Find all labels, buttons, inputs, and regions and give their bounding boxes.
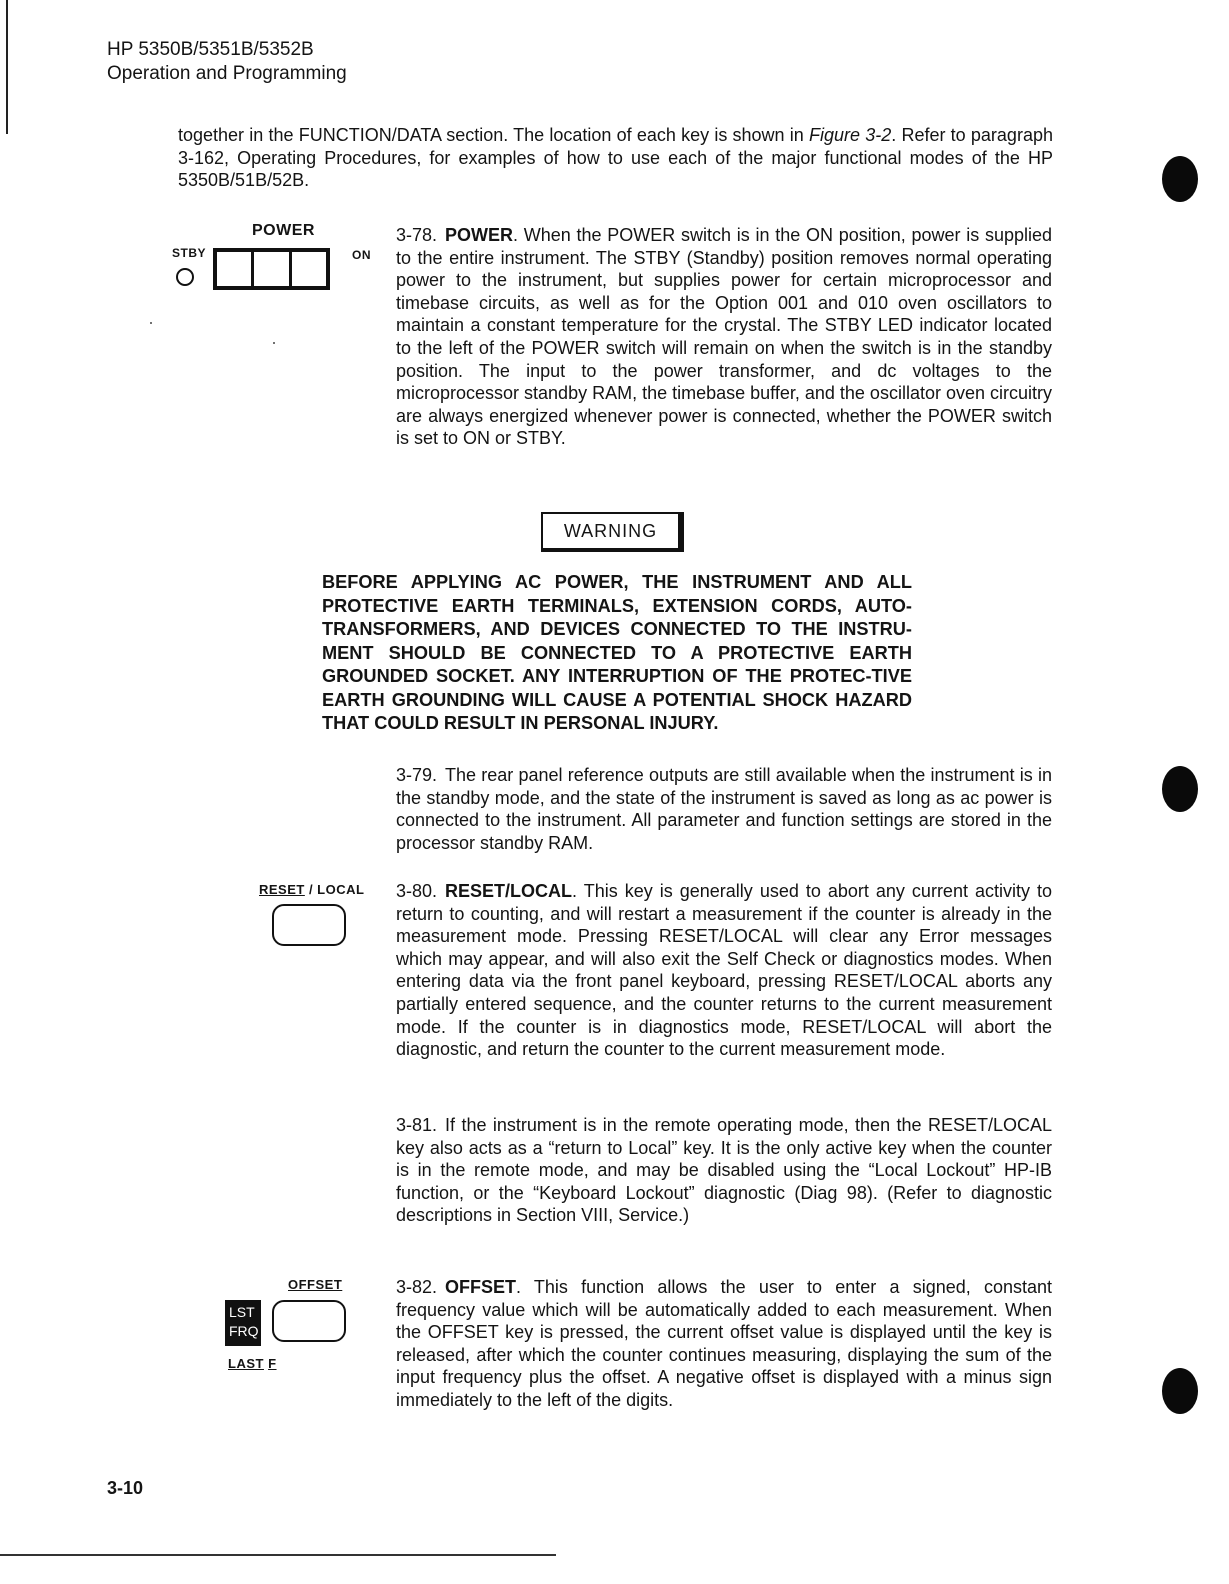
footer-rule	[0, 1554, 556, 1556]
page-number: 3-10	[107, 1478, 144, 1498]
binder-hole	[1162, 156, 1198, 202]
local-label: / LOCAL	[304, 882, 365, 897]
reset-label: RESET	[259, 882, 305, 897]
reset-local-key-drawing	[272, 904, 346, 946]
switch-segment	[254, 252, 291, 286]
power-switch-drawing	[213, 248, 330, 290]
figure-reference: Figure 3-2	[809, 125, 892, 145]
on-label: ON	[352, 248, 371, 262]
paragraph-3-82	[396, 1276, 1052, 1412]
warning-label-box	[541, 512, 684, 552]
paragraph-body: . This key is generally used to abort any current activity to return to counting, and will restart a measurement if the counter is already in the measurement mode. Pressing RESET/LOCAL will clear any Error messages which may appear, and will also exit the Self Check or diagnostics modes. When entering data via the front panel keyboard, pressing RESET/LOCAL aborts any partially entered sequence, and the counter returns to the current measurement mode. If the counter is in diagnostics mode, RESET/LOCAL will abort the diagnostic, and return the counter to the current measurement mode.	[396, 881, 1052, 1060]
binder-margin-line	[6, 0, 8, 134]
lst-text: LST	[229, 1304, 255, 1320]
last-f-label	[228, 1356, 277, 1371]
paragraph-number: 3-82.	[396, 1277, 438, 1297]
paragraph-3-78	[396, 224, 1052, 450]
warning-text: BEFORE APPLYING AC POWER, THE INSTRUMENT AND ALL PROTECTIVE EARTH TERMINALS, EXTENSION CORDS, AUTO-TRANSFORMERS, AND DEVICES CONNECTED TO THE INSTRU-MENT SHOULD BE CONNECTED TO A PROTECTIVE EARTH GROUNDED SOCKET. ANY INTERRUPTION OF THE PROTEC-TIVE EARTH GROUNDING WILL CAUSE A POTENTIAL SHOCK HAZARD THAT COULD RESULT IN PERSONAL INJURY.	[322, 572, 912, 733]
last-label: LAST	[228, 1356, 264, 1371]
offset-key-label: OFFSET	[288, 1277, 343, 1292]
paragraph-number: 3-79.	[396, 765, 438, 785]
stby-label: STBY	[172, 246, 207, 260]
switch-segment	[217, 252, 254, 286]
header-model: HP 5350B/5351B/5352B	[107, 39, 314, 60]
warning-label: WARNING	[563, 520, 658, 541]
power-panel-title: POWER	[252, 222, 315, 239]
paragraph-3-79	[396, 764, 1052, 854]
intro-text-1: together in the FUNCTION/DATA section. The location of each key is shown in	[178, 125, 809, 145]
paragraph-body: If the instrument is in the remote operating mode, then the RESET/LOCAL key also acts as a “return to Local” key. It is the only active key when the counter is in the remote mode, and may be disabled using the “Local Lockout” HP-IB function, or the “Keyboard Lockout” diagnostic (Diag 98). (Refer to diagnostic descriptions in Section VIII, Service.)	[396, 1115, 1052, 1226]
paragraph-title: RESET/LOCAL	[445, 881, 573, 901]
paragraph-number: 3-81.	[396, 1115, 438, 1135]
switch-segment	[292, 252, 326, 286]
binder-hole	[1162, 766, 1198, 812]
offset-key-drawing	[272, 1300, 346, 1342]
intro-text-2: . Refer to paragraph 3-162, Operating Procedures, for examples of how to use each of the major functional modes of the HP 5350B/51B/52B.	[178, 125, 1053, 191]
paragraph-body: The rear panel reference outputs are still available when the instrument is in the standby mode, and the state of the instrument is saved as long as ac power is connected to the instrument. All parameter and function settings are stored in the processor standby RAM.	[396, 765, 1052, 853]
intro-paragraph	[178, 124, 1053, 192]
paragraph-title: OFFSET	[445, 1277, 517, 1297]
last-frequency-shift-key-drawing	[225, 1300, 261, 1346]
binder-hole	[1162, 1368, 1198, 1414]
frq-text: FRQ	[229, 1323, 259, 1339]
reset-local-key-label	[259, 882, 364, 897]
stby-led-icon	[176, 268, 194, 286]
paragraph-number: 3-80.	[396, 881, 438, 901]
running-header	[107, 38, 347, 86]
paragraph-title: POWER	[445, 225, 514, 245]
paragraph-body: . When the POWER switch is in the ON position, power is supplied to the entire instrument. The STBY (Standby) position removes normal operating power to the instrument, but supplies power for certain microprocessor and timebase circuits, as well as for the Option 001 and 010 oven oscillators to maintain a constant temperature for the crystal. The STBY LED indicator located to the left of the POWER switch will remain on when the switch is in the standby position. The input to the power transformer, and dc voltages to the microprocessor standby RAM, the timebase buffer, and the oscillator oven circuitry are always energized whenever power is connected, whether the POWER switch is set to ON or STBY.	[396, 225, 1052, 449]
paragraph-number: 3-78.	[396, 225, 438, 245]
scan-speck	[150, 322, 152, 324]
header-section: Operation and Programming	[107, 63, 347, 84]
paragraph-body: . This function allows the user to enter a signed, constant frequency value which will be automatically added to each measurement. When the OFFSET key is pressed, the current offset value is displayed until the key is released, after which the counter continues measuring, displaying the sum of the input frequency plus the offset. A negative offset is displayed with a minus sign immediately to the left of the digits.	[396, 1277, 1052, 1410]
scan-speck	[273, 342, 275, 344]
paragraph-3-80	[396, 880, 1052, 1061]
paragraph-3-81	[396, 1114, 1052, 1227]
f-label: F	[268, 1356, 277, 1371]
